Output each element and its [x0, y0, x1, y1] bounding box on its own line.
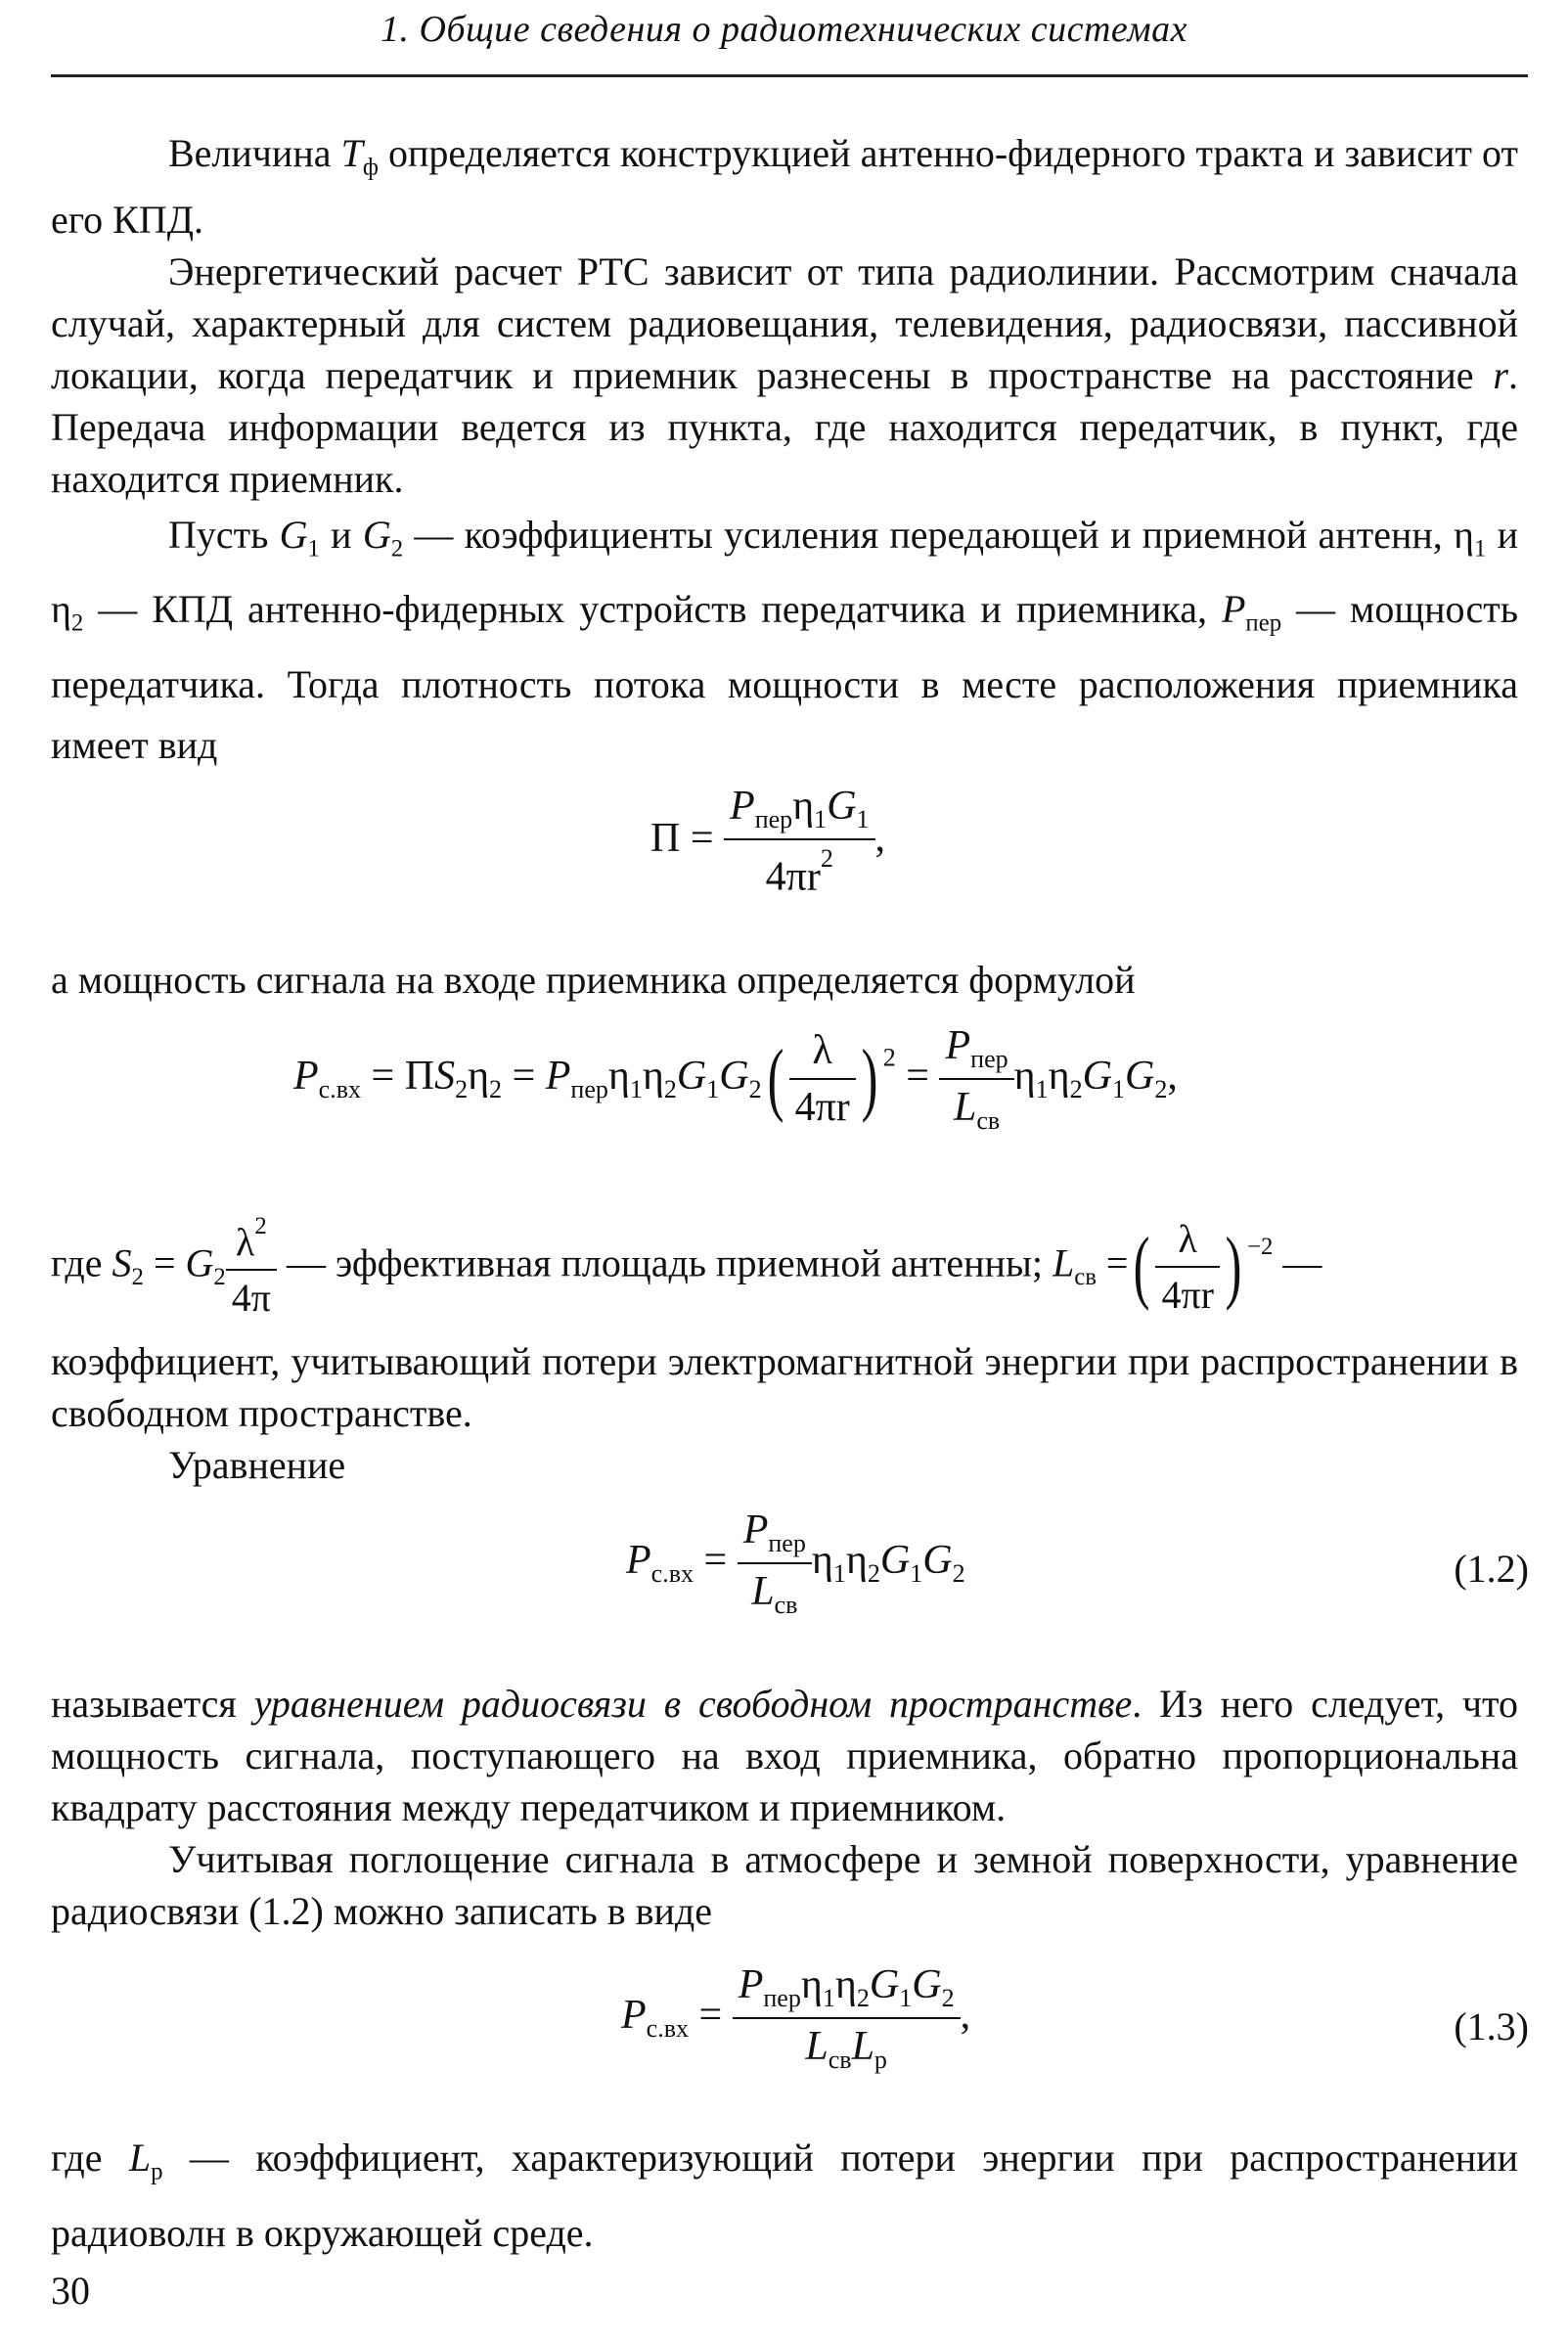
paragraph-1: Величина $T_ф$ определяется конструкцией антенно-фидерного тракта и зависит от его КПД. — [51, 131, 1519, 242]
header-rule — [51, 74, 1528, 77]
equation-number-1-3: (1.3) — [1454, 2004, 1529, 2048]
fraction: $\frac{P_{пер}\eta_1G_1}{4\pi r^2}$ — [724, 783, 875, 901]
paragraph-2: Энергетический расчет РТС зависит от типа радиолинии. Рассмотрим сначала случай, характерный для систем радиовещания, телевидения, радиосвязи, пассивной локации, когда передатчик и приемник разнесены в пространстве на расстояние r. Передача информации ведется из пункта, где находится передатчик, в пункт, где находится приемник. — [51, 248, 1518, 501]
page-number: 30 — [51, 2269, 90, 2313]
text-block-3 — [51, 1335, 1518, 1491]
paragraph-8: называется уравнением радиосвязи в свободном пространстве. Из него следует, что мощность сигнала, поступающего на вход приемника, обратно пропорциональна квадрату расстояния между передатчиком и приемником. — [51, 1682, 1519, 1829]
paragraph-6: коэффициент, учитывающий потери электромагнитной энергии при распространении в свободном пространстве. — [51, 1339, 1518, 1435]
paragraph-4: а мощность сигнала на входе приемника определяется формулой — [51, 958, 1136, 1002]
text-block-4 — [51, 1678, 1518, 1937]
formula-flux-density: П = $\frac{P_{пер}\eta_1G_1}{4\pi r^2}$ , — [650, 784, 886, 900]
formula-1-3: $P_{с.вх}$ = $\frac{P_{пер}\eta_1\eta_2G_1G_2}{L_{св}L_р}$ , — [621, 1962, 971, 2075]
paragraph-10: где $L_р$ — коэффициент, характеризующий потери энергии при распространении радиоволн в окружающей среде. — [51, 2136, 1518, 2255]
paragraph-7: Уравнение — [168, 1443, 346, 1487]
formula-1-2: $P_{с.вх}$ = $\frac{P_{пер}}{L_{св}}$ $\eta_1\eta_2G_1G_2$ — [626, 1508, 965, 1620]
paragraph-3: Пусть $G_1$ и $G_2$ — коэффициенты усиления передающей и приемной антенн, $\eta_1$ и $\eta_2$ — КПД антенно-фидерных устройств передатчика и приемника, $P_{пер}$ — мощность передатчика. Тогда плотность потока мощности в месте расположения приемника имеет вид — [51, 512, 1518, 768]
equation-number-1-2: (1.2) — [1454, 1547, 1529, 1591]
definition-line: где $S_2 = G_2$ $\frac{\lambda^2}{4\pi}$ — эффективная площадь приемной антенны; $L_{св}$ =( $\frac{\lambda}{4\pi r}$ ) $^{-2}$ — — [51, 1213, 1322, 1321]
running-header: 1. Общие сведения о радиотехнических системах — [381, 9, 1187, 50]
paragraph-9: Учитывая поглощение сигнала в атмосфере и земной поверхности, уравнение радиосвязи (1.2) можно записать в виде — [51, 1837, 1518, 1933]
text-block-5 — [51, 2128, 1518, 2264]
text-block-1 — [51, 127, 1518, 776]
text-block-2 — [51, 954, 1518, 1006]
formula-received-power: $P_{с.вх} = ПS_2\eta_2 = P_{пер}\eta_1\eta_2G_1G_2$( $\frac{\lambda}{4\pi r}$ ) $^2$ = $\frac{P_{пер}}{L_{св}}$ $\eta_1\eta_2G_1G_2$, — [293, 1023, 1178, 1136]
